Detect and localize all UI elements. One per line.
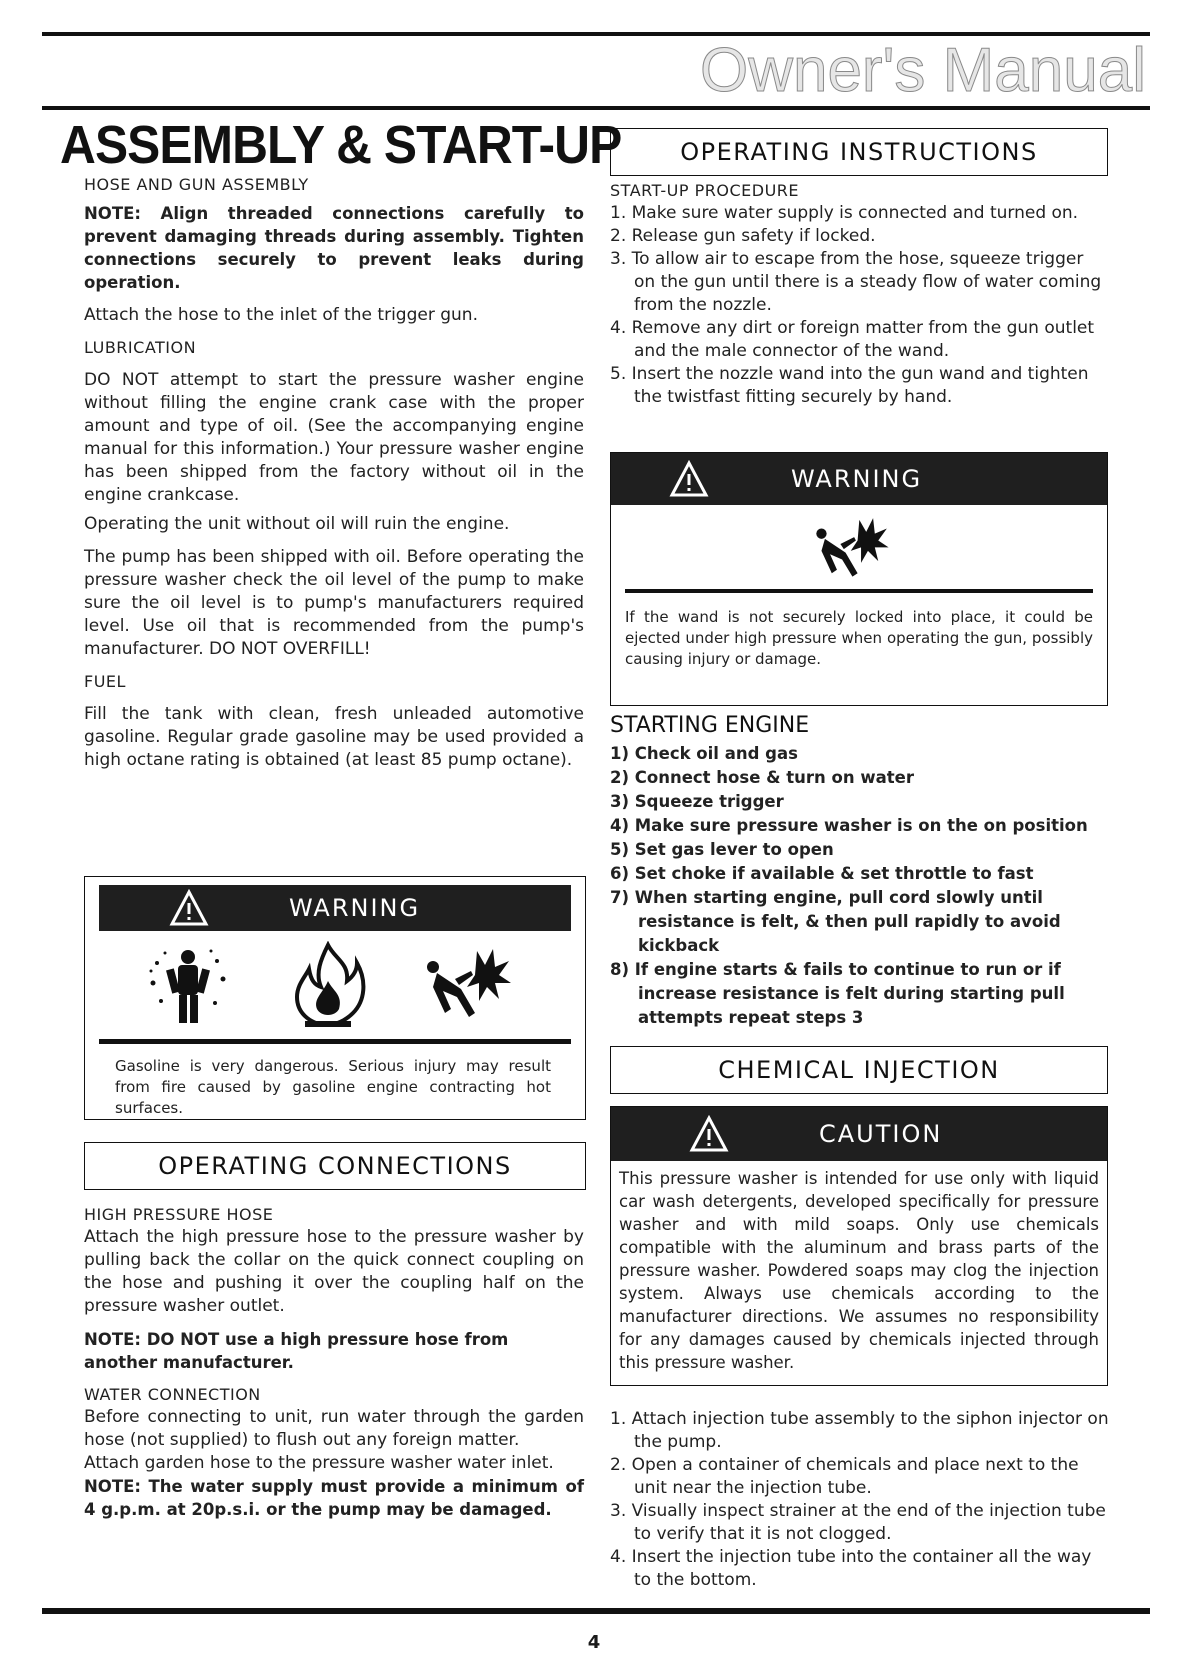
- page-number: 4: [587, 1632, 601, 1653]
- water-text-2: Attach garden hose to the pressure washer water inlet.: [84, 1453, 554, 1473]
- list-item: 3) Squeeze trigger: [610, 792, 784, 811]
- header-rule: [42, 106, 1150, 110]
- water-connection-heading: WATER CONNECTION: [84, 1385, 261, 1404]
- page-title: ASSEMBLY & START-UP: [60, 115, 622, 175]
- gasoline-warning-text: Gasoline is very dangerous. Serious injury may result from fire caused by gasoline engine contracting hot surfaces.: [115, 1057, 551, 1117]
- chemical-injection-heading: CHEMICAL INJECTION: [610, 1046, 1108, 1094]
- startup-heading: START-UP PROCEDURE: [610, 181, 800, 200]
- lubrication-text-3: The pump has been shipped with oil. Before operating the pressure washer check the oil level of the pump to make sure the oil level is to pump's manufacturers required level. Use oil that is recommended from the pump's manufacturer. DO NOT OVERFILL!: [84, 547, 584, 659]
- lubrication-text-2: Operating the unit without oil will ruin the engine.: [84, 514, 510, 534]
- startup-section: [610, 180, 1106, 409]
- caution-box: [610, 1106, 1108, 1386]
- list-item: 8) If engine starts & fails to continue to run or if increase resistance is felt during starting pull attempts repeat steps 3: [610, 960, 1065, 1027]
- wand-warning-box: [610, 452, 1108, 706]
- hose-gun-note: NOTE: Align threaded connections carefully to prevent damaging threads during assembly. Tighten connections securely to prevent leaks during operation.: [84, 204, 584, 292]
- chemical-steps: [610, 1408, 1110, 1592]
- hp-hose-text: Attach the high pressure hose to the pressure washer by pulling back the collar on the quick connect coupling on the hose and pushing it over the coupling half on the pressure washer outlet.: [84, 1227, 584, 1316]
- warning-divider: [625, 589, 1093, 593]
- list-item: 7) When starting engine, pull cord slowly until resistance is felt, & then pull rapidly to avoid kickback: [610, 888, 1061, 955]
- warning-label: WARNING: [791, 465, 923, 493]
- chemical-steps-section: [610, 1408, 1110, 1592]
- list-item: 6) Set choke if available & set throttle to fast: [610, 864, 1034, 883]
- list-item: 4. Remove any dirt or foreign matter from the gun outlet and the male connector of the wand.: [610, 318, 1095, 361]
- hazard-icons: [85, 931, 585, 1039]
- starting-engine-heading: STARTING ENGINE: [610, 713, 810, 738]
- list-item: 5) Set gas lever to open: [610, 840, 834, 859]
- fuel-text: Fill the tank with clean, fresh unleaded automotive gasoline. Regular grade gasoline may be used provided a high octane rating is obtained (at least 85 pump octane).: [84, 704, 584, 770]
- explosion-burn-icon: [145, 943, 231, 1029]
- list-item: 2) Connect hose & turn on water: [610, 768, 914, 787]
- gasoline-warning-box: [84, 876, 586, 1120]
- engine-steps: [610, 742, 1110, 1030]
- hose-gun-text: Attach the hose to the inlet of the trigger gun.: [84, 305, 478, 325]
- caution-text: This pressure washer is intended for use only with liquid car wash detergents, developed specifically for pressure washer and with mild soaps. Only use chemicals compatible with the aluminum and brass parts of the pressure washer. Powdered soaps may clog the injection system. Always use chemicals according to the manufacturer directions. We assumes no responsibility for any damages caused by chemicals injected through this pressure washer.: [619, 1169, 1099, 1372]
- list-item: 2. Release gun safety if locked.: [610, 226, 876, 246]
- list-item: 1) Check oil and gas: [610, 744, 798, 763]
- warning-label: WARNING: [289, 894, 421, 922]
- warning-triangle-icon: [169, 889, 209, 927]
- list-item: 2. Open a container of chemicals and place next to the unit near the injection tube.: [610, 1455, 1079, 1498]
- person-falling-icon: [801, 513, 897, 587]
- list-item: 1. Make sure water supply is connected and turned on.: [610, 203, 1079, 223]
- hose-gun-heading: HOSE AND GUN ASSEMBLY: [84, 175, 309, 194]
- warning-icon-area: [611, 505, 1107, 589]
- list-item: 5. Insert the nozzle wand into the gun wand and tighten the twistfast fitting securely by hand.: [610, 364, 1089, 407]
- starting-engine-section: [610, 712, 1110, 1030]
- list-item: 3. Visually inspect strainer at the end of the injection tube to verify that it is not clogged.: [610, 1501, 1106, 1544]
- hp-hose-note: NOTE: DO NOT use a high pressure hose from another manufacturer.: [84, 1330, 509, 1372]
- startup-steps: [610, 202, 1106, 409]
- connections-section: [84, 1204, 584, 1521]
- operating-instructions-heading: OPERATING INSTRUCTIONS: [610, 128, 1108, 176]
- wand-warning-text: If the wand is not securely locked into place, it could be ejected under high pressure when operating the gun, possibly causing injury or damage.: [625, 608, 1093, 668]
- caution-bar: [611, 1107, 1107, 1161]
- warning-triangle-icon: [689, 1115, 729, 1153]
- brand-title: Owner's Manual: [699, 36, 1146, 105]
- list-item: 4) Make sure pressure washer is on the on position: [610, 816, 1088, 835]
- warning-triangle-icon: [669, 460, 709, 498]
- warning-bar: [611, 453, 1107, 505]
- lubrication-heading: LUBRICATION: [84, 338, 197, 357]
- person-falling-icon: [415, 943, 515, 1029]
- list-item: 3. To allow air to escape from the hose, squeeze trigger on the gun until there is a steady flow of water coming from the nozzle.: [610, 249, 1102, 315]
- warning-bar: [99, 885, 571, 931]
- caution-label: CAUTION: [819, 1120, 943, 1148]
- warning-divider: [99, 1039, 571, 1044]
- fuel-heading: FUEL: [84, 672, 126, 691]
- bottom-rule: [42, 1608, 1150, 1614]
- water-text-1: Before connecting to unit, run water through the garden hose (not supplied) to flush out any foreign matter.: [84, 1407, 584, 1450]
- hp-hose-heading: HIGH PRESSURE HOSE: [84, 1205, 274, 1224]
- lubrication-text-1: DO NOT attempt to start the pressure washer engine without filling the engine crank case with the proper amount and type of oil. (See the accompanying engine manual for this information.) Your pressure washer engine has been shipped from the factory without oil in the engine crankcase.: [84, 370, 584, 505]
- water-note: NOTE: The water supply must provide a minimum of 4 g.p.m. at 20p.s.i. or the pump may be damaged.: [84, 1477, 584, 1519]
- list-item: 4. Insert the injection tube into the container all the way to the bottom.: [610, 1547, 1092, 1590]
- fire-icon: [285, 941, 371, 1031]
- operating-connections-heading: OPERATING CONNECTIONS: [84, 1142, 586, 1190]
- left-column: [84, 174, 584, 772]
- list-item: 1. Attach injection tube assembly to the siphon injector on the pump.: [610, 1409, 1109, 1452]
